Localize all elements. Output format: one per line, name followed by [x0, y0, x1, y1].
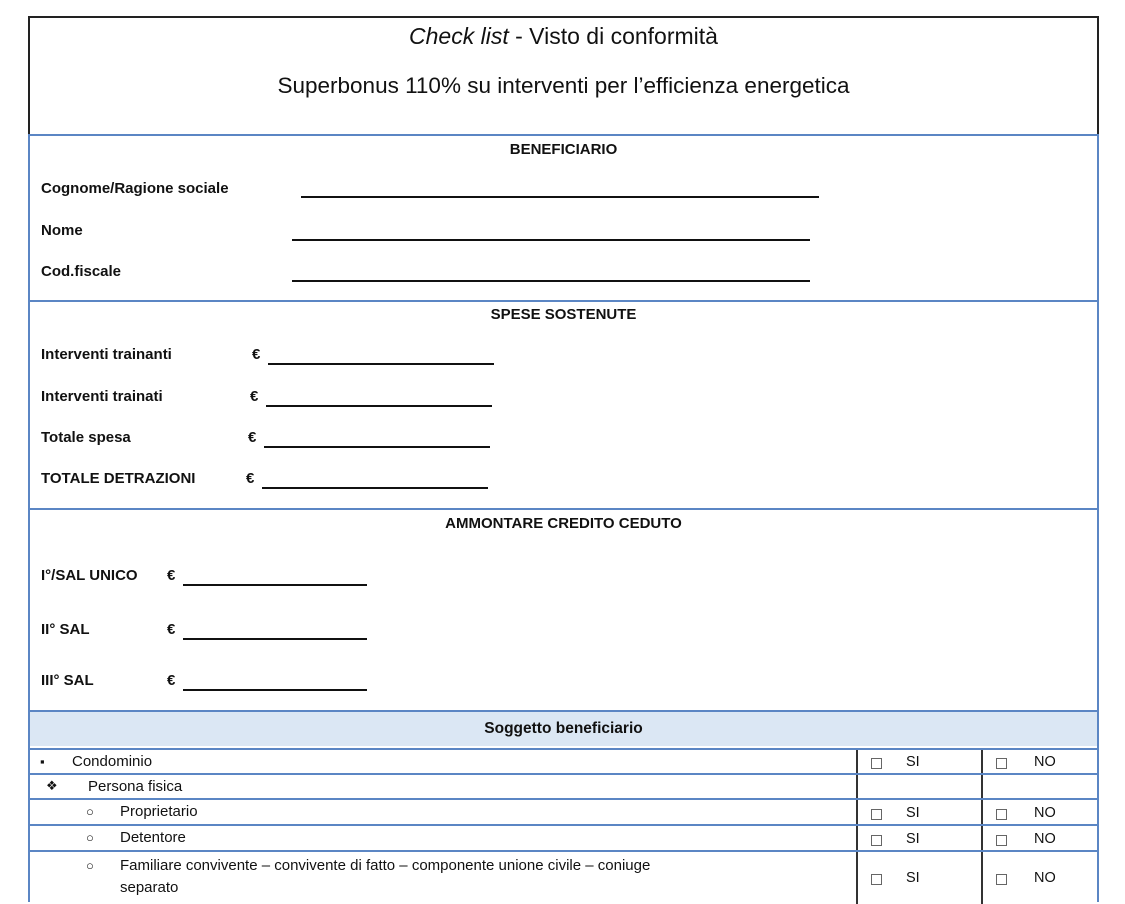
field-label-cognome: Cognome/Ragione sociale	[41, 180, 229, 197]
section-beneficiario	[28, 134, 1099, 302]
field-line-totale-detrazioni[interactable]	[262, 487, 488, 489]
checkbox-si-condominio[interactable]	[871, 758, 882, 769]
option-label-si: SI	[906, 870, 920, 886]
table-row	[30, 798, 1097, 826]
square-bullet-icon: ▪	[40, 754, 45, 769]
section-heading-spese: SPESE SOSTENUTE	[490, 306, 637, 323]
checkbox-si-proprietario[interactable]	[871, 809, 882, 820]
field-label-sal-2: II° SAL	[41, 621, 90, 638]
row-label-familiare: Familiare convivente – convivente di fatto – componente unione civile – coniuge	[120, 857, 651, 874]
title-box	[28, 16, 1099, 136]
section-heading-beneficiario: BENEFICIARIO	[509, 141, 618, 158]
field-label-totale-spesa: Totale spesa	[41, 429, 131, 446]
field-line-codfiscale[interactable]	[292, 280, 810, 282]
field-line-totale-spesa[interactable]	[264, 446, 490, 448]
field-line-sal-3[interactable]	[183, 689, 367, 691]
checkbox-no-condominio[interactable]	[996, 758, 1007, 769]
row-label-persona-fisica: Persona fisica	[88, 778, 183, 795]
option-label-si: SI	[906, 805, 920, 821]
checkbox-si-familiare[interactable]	[871, 874, 882, 885]
document-subtitle: Superbonus 110% su interventi per l’efficienza energetica	[277, 73, 850, 98]
circle-bullet-icon: ○	[86, 804, 94, 819]
euro-sign: €	[252, 346, 261, 363]
document-title	[30, 23, 1097, 50]
euro-sign: €	[167, 621, 176, 638]
table-row	[30, 850, 1097, 904]
title-rest: - Visto di conformità	[508, 23, 718, 49]
row-label-proprietario: Proprietario	[120, 803, 198, 820]
checkbox-si-detentore[interactable]	[871, 835, 882, 846]
field-label-sal-3: III° SAL	[41, 672, 94, 689]
checkbox-no-detentore[interactable]	[996, 835, 1007, 846]
circle-bullet-icon: ○	[86, 830, 94, 845]
field-label-trainati: Interventi trainati	[41, 388, 163, 405]
euro-sign: €	[248, 429, 257, 446]
table-row	[30, 824, 1097, 852]
field-line-trainati[interactable]	[266, 405, 492, 407]
option-label-si: SI	[906, 831, 920, 847]
table-row	[30, 748, 1097, 775]
row-label-familiare-cont: separato	[120, 879, 179, 896]
row-label-condominio: Condominio	[72, 753, 153, 770]
euro-sign: €	[250, 388, 259, 405]
euro-sign: €	[246, 470, 255, 487]
checkbox-no-familiare[interactable]	[996, 874, 1007, 885]
field-label-trainanti: Interventi trainanti	[41, 346, 172, 363]
euro-sign: €	[167, 672, 176, 689]
field-line-trainanti[interactable]	[268, 363, 494, 365]
field-label-totale-detrazioni: TOTALE DETRAZIONI	[41, 470, 196, 487]
circle-bullet-icon: ○	[86, 858, 94, 873]
option-label-no: NO	[1034, 831, 1056, 847]
section-heading-credito: AMMONTARE CREDITO CEDUTO	[445, 515, 682, 532]
option-label-no: NO	[1034, 870, 1056, 886]
field-label-codfiscale: Cod.fiscale	[41, 263, 122, 280]
option-label-no: NO	[1034, 754, 1056, 770]
field-line-nome[interactable]	[292, 239, 810, 241]
table-row	[30, 773, 1097, 800]
section-heading-soggetto: Soggetto beneficiario	[30, 712, 1097, 746]
field-line-sal-unico[interactable]	[183, 584, 367, 586]
section-soggetto	[28, 710, 1099, 902]
title-italic: Check list	[409, 23, 509, 49]
field-label-sal-unico: I°/SAL UNICO	[41, 567, 138, 584]
option-label-si: SI	[906, 754, 920, 770]
section-credito	[28, 508, 1099, 712]
diamond-bullet-icon: ❖	[46, 778, 58, 793]
checklist-document	[28, 16, 1097, 900]
euro-sign: €	[167, 567, 176, 584]
row-label-detentore: Detentore	[120, 829, 186, 846]
section-spese	[28, 300, 1099, 510]
field-line-cognome[interactable]	[301, 196, 819, 198]
field-line-sal-2[interactable]	[183, 638, 367, 640]
checkbox-no-proprietario[interactable]	[996, 809, 1007, 820]
option-label-no: NO	[1034, 805, 1056, 821]
field-label-nome: Nome	[41, 222, 83, 239]
